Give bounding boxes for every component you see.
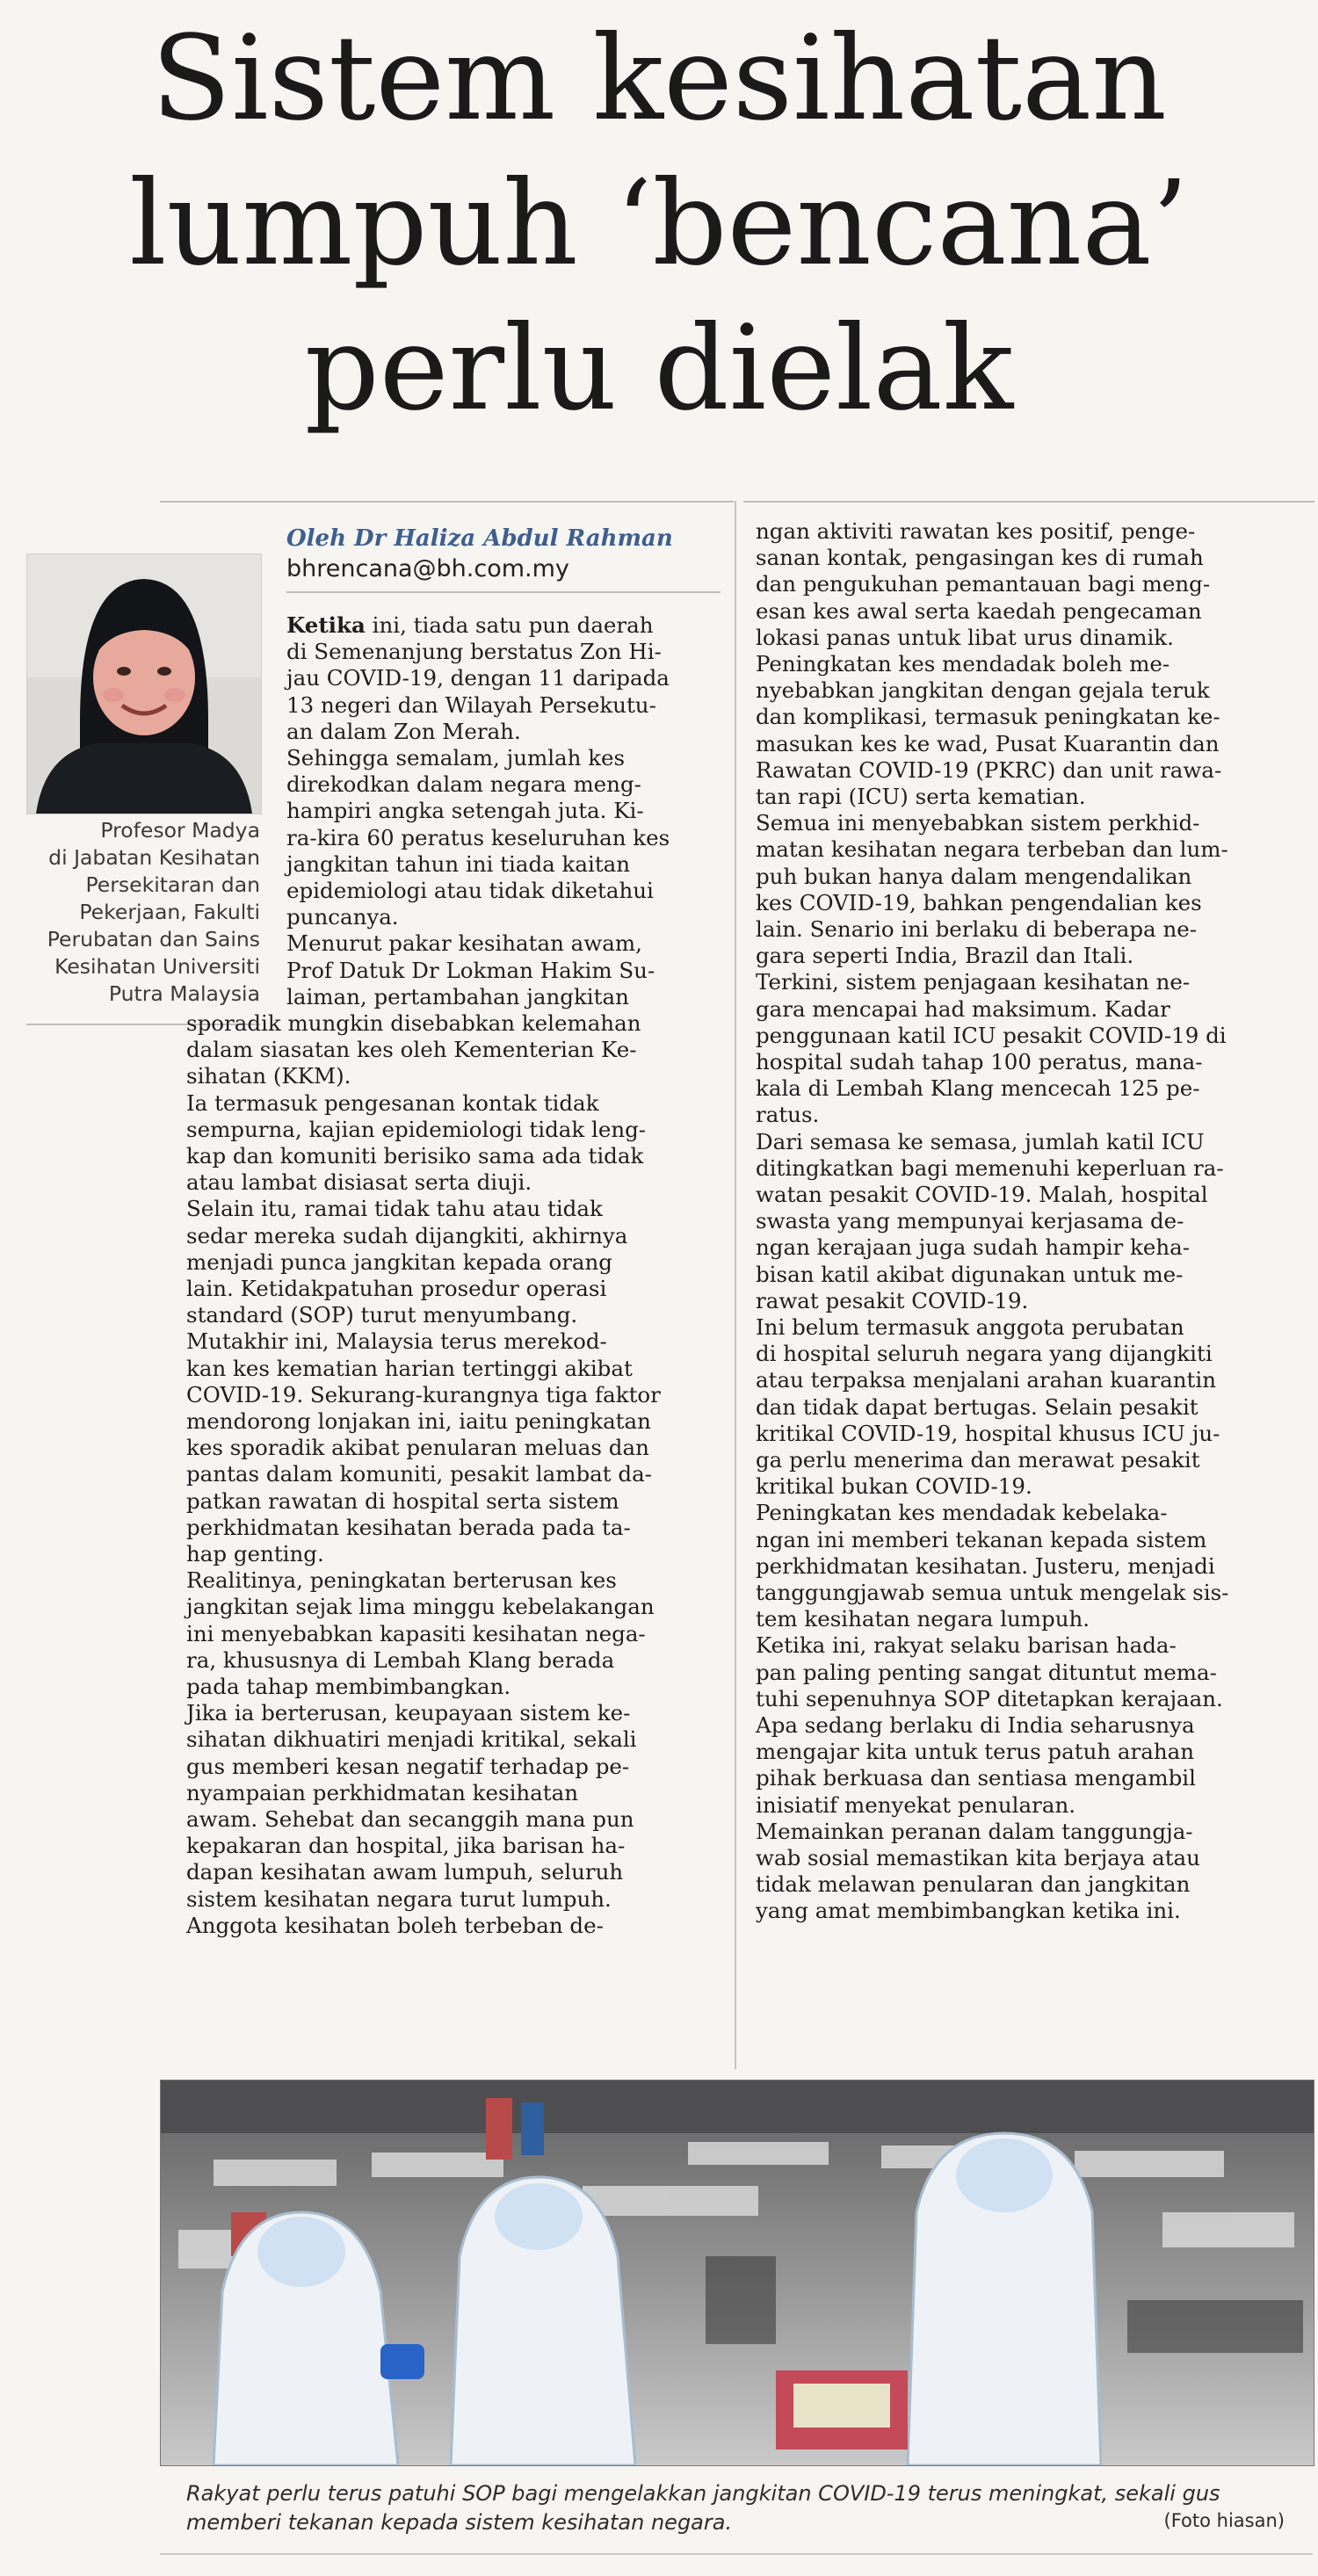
- article-line-text: hap genting.: [186, 1541, 324, 1567]
- article-line: lokasi panas untuk libat urus dinamik.: [756, 624, 1174, 650]
- article-line-text: pantas dalam komuniti, pesakit lambat da-: [186, 1461, 652, 1487]
- article-line-text: Selain itu, ramai tidak tahu atau tidak: [186, 1196, 603, 1222]
- article-line-text: laiman, pertambahan jangkitan: [286, 983, 629, 1009]
- article-line-text: Menurut pakar kesihatan awam,: [286, 930, 642, 957]
- article-line-text: ini, tiada satu pun daerah: [365, 612, 654, 638]
- article-line: [286, 878, 654, 904]
- article-line: Rawatan COVID-19 (PKRC) dan unit rawa-: [756, 756, 1222, 783]
- article-line-text: kap dan komuniti berisiko sama ada tidak: [186, 1143, 644, 1169]
- article-line: kes COVID-19, bahkan pengendalian kes: [756, 889, 1202, 915]
- article-line: [186, 1063, 351, 1089]
- article-line: Apa sedang berlaku di India seharusnya: [756, 1712, 1195, 1738]
- article-line: swasta yang mempunyai kerjasama de-: [756, 1208, 1184, 1234]
- article-line-text: epidemiologi atau tidak diketahui: [286, 878, 654, 903]
- article-line: ditingkatkan bagi memenuhi keperluan ra-: [756, 1154, 1224, 1181]
- headline-line-2: lumpuh ‘bencana’: [129, 156, 1189, 292]
- article-line: [286, 692, 656, 719]
- article-line: tem kesihatan negara lumpuh.: [756, 1606, 1090, 1632]
- author-bio-line: di Jabatan Kesihatan: [48, 845, 260, 870]
- article-line: di hospital seluruh negara yang dijangkiti: [756, 1341, 1213, 1367]
- article-line: gara mencapai had maksimum. Kadar: [756, 995, 1170, 1022]
- article-line-text: patkan rawatan di hospital serta sistem: [186, 1487, 619, 1514]
- article-line-text: sporadik mungkin disebabkan kelemahan: [186, 1010, 641, 1036]
- article-line: kala di Lembah Klang mencecah 125 pe-: [756, 1075, 1200, 1102]
- article-line: matan kesihatan negara terbeban dan lum-: [756, 836, 1228, 863]
- article-line: [186, 1674, 511, 1700]
- article-line: mengajar kita untuk terus patuh arahan: [756, 1739, 1195, 1765]
- article-line: [186, 1249, 612, 1276]
- article-line-text: gus memberi kesan negatif terhadap pe-: [186, 1753, 630, 1779]
- article-line: nyebabkan jangkitan dengan gejala teruk: [756, 677, 1210, 704]
- article-line: ngan kerajaan juga sudah hampir keha-: [756, 1234, 1190, 1261]
- article-line-text: ra-kira 60 peratus keseluruhan kes: [286, 824, 670, 850]
- article-line: [286, 984, 629, 1010]
- article-line: [286, 612, 654, 639]
- article-line: [186, 1594, 655, 1620]
- article-line-text: 13 negeri dan Wilayah Persekutu-: [286, 691, 656, 718]
- article-line-text: ra, khususnya di Lembah Klang berada: [186, 1646, 615, 1673]
- author-email: bhrencana@bh.com.my: [286, 555, 569, 582]
- photo-caption-line-1: Rakyat perlu terus patuhi SOP bagi mengelakkan jangkitan COVID-19 terus meningkat, sekali gus: [186, 2481, 1220, 2506]
- article-line: Memainkan peranan dalam tanggungja-: [756, 1818, 1193, 1844]
- lead-word: Ketika: [286, 612, 366, 638]
- article-line-text: sedar mereka sudah dijangkiti, akhirnya: [186, 1222, 628, 1248]
- article-line: kritikal bukan COVID-19.: [756, 1473, 1032, 1500]
- article-line-text: jangkitan sejak lima minggu kebelakangan: [186, 1594, 655, 1620]
- article-line-text: sempurna, kajian epidemiologi tidak leng-: [186, 1116, 647, 1142]
- article-line-text: Sehingga semalam, jumlah kes: [286, 745, 626, 771]
- author-portrait-image: [27, 554, 261, 814]
- article-line-text: mendorong lonjakan ini, iaitu peningkatan: [186, 1408, 651, 1434]
- article-line-text: pada tahap membimbangkan.: [186, 1674, 511, 1699]
- article-line: tidak melawan penularan dan jangkitan: [756, 1871, 1191, 1898]
- article-line: [186, 1382, 661, 1408]
- headline-line-3: perlu dielak: [304, 301, 1014, 437]
- article-line: gara seperti India, Brazil dan Itali.: [756, 943, 1134, 969]
- article-line: dan komplikasi, termasuk peningkatan ke-: [756, 704, 1220, 730]
- article-line: [186, 1488, 619, 1515]
- article-line: bisan katil akibat digunakan untuk me-: [756, 1261, 1184, 1287]
- article-line: yang amat membimbangkan ketika ini.: [756, 1898, 1181, 1924]
- article-line: ratus.: [756, 1102, 820, 1128]
- article-line: [186, 1408, 651, 1435]
- article-line: rawat pesakit COVID-19.: [756, 1287, 1029, 1313]
- article-line-text: lain. Ketidakpatuhan prosedur operasi: [186, 1276, 607, 1301]
- article-line: [186, 1647, 614, 1674]
- article-line: [186, 1833, 625, 1859]
- article-line: atau terpaksa menjalani arahan kuarantin: [756, 1367, 1217, 1393]
- article-line: Peningkatan kes mendadak kebelaka-: [756, 1500, 1168, 1526]
- article-line: [186, 1328, 607, 1355]
- article-line: [286, 639, 662, 665]
- author-bio-line: Putra Malaysia: [108, 981, 260, 1006]
- headline-line-1: Sistem kesihatan: [151, 11, 1167, 147]
- author-portrait: [26, 554, 262, 814]
- article-line-text: jangkitan tahun ini tiada kaitan: [286, 850, 631, 877]
- article-line: [186, 1886, 612, 1913]
- article-line: perkhidmatan kesihatan. Justeru, menjadi: [756, 1552, 1215, 1579]
- column-divider: [735, 501, 736, 2069]
- article-line: [186, 1806, 634, 1833]
- bottom-rule: [160, 2553, 1313, 2555]
- article-line-text: puncanya.: [286, 904, 399, 930]
- article-line-text: Mutakhir ini, Malaysia terus merekod-: [186, 1328, 607, 1355]
- article-line: [286, 930, 642, 957]
- article-line: lain. Senario ini berlaku di beberapa ne-: [756, 916, 1197, 942]
- article-line-text: di Semenanjung berstatus Zon Hi-: [286, 639, 662, 665]
- article-line: ngan aktiviti rawatan kes positif, penge-: [756, 518, 1196, 544]
- article-line: [186, 1621, 646, 1647]
- article-line: dan pengukuhan pemantauan bagi meng-: [756, 571, 1211, 597]
- article-line: [286, 665, 670, 691]
- article-line-text: ini menyebabkan kapasiti kesihatan nega-: [186, 1620, 646, 1646]
- article-line-text: kes sporadik akibat penularan meluas dan: [186, 1435, 649, 1461]
- article-line: [186, 1435, 649, 1461]
- article-line-text: standard (SOP) turut menyumbang.: [186, 1302, 578, 1328]
- article-line: [186, 1913, 604, 1939]
- article-line: Peningkatan kes mendadak boleh me-: [756, 651, 1170, 677]
- article-line: Dari semasa ke semasa, jumlah katil ICU: [756, 1128, 1205, 1154]
- article-line-text: atau lambat disiasat serta diuji.: [186, 1169, 532, 1196]
- article-line: [186, 1117, 646, 1143]
- article-line: ga perlu menerima dan merawat pesakit: [756, 1447, 1200, 1473]
- article-line: [186, 1541, 324, 1567]
- article-line: tanggungjawab semua untuk mengelak sis-: [756, 1580, 1229, 1605]
- article-line: [186, 1037, 636, 1063]
- article-line-text: dapan kesihatan awam lumpuh, seluruh: [186, 1859, 624, 1885]
- article-line-text: sistem kesihatan negara turut lumpuh.: [186, 1885, 612, 1912]
- article-line: [186, 1143, 643, 1169]
- byline: Oleh Dr Haliza Abdul Rahman: [286, 525, 673, 552]
- article-line-text: Anggota kesihatan boleh terbeban de-: [186, 1912, 604, 1938]
- article-line-text: Jika ia berterusan, keupayaan sistem ke-: [186, 1700, 631, 1726]
- article-line-text: kan kes kematian harian tertinggi akibat: [186, 1355, 633, 1381]
- article-line: puh bukan hanya dalam mengendalikan: [756, 863, 1192, 889]
- article-line-text: an dalam Zon Merah.: [286, 718, 521, 744]
- article-line-text: Realitinya, peningkatan berterusan kes: [186, 1567, 617, 1594]
- headline: [35, 7, 1283, 442]
- article-line: [286, 745, 625, 771]
- article-line-text: COVID-19. Sekurang-kurangnya tiga faktor: [186, 1381, 661, 1407]
- photo-caption-line-2: memberi tekanan kepada sistem kesihatan negara.: [186, 2510, 733, 2535]
- article-line: tuhi sepenuhnya SOP ditetapkan kerajaan.: [756, 1685, 1223, 1711]
- author-bio-line: Profesor Madya: [100, 818, 260, 843]
- article-line: [186, 1700, 630, 1726]
- article-line: Ketika ini, rakyat selaku barisan hada-: [756, 1632, 1177, 1659]
- article-line: [286, 904, 399, 930]
- article-line: sanan kontak, pengasingan kes di rumah: [756, 545, 1204, 571]
- article-line: [186, 1276, 606, 1302]
- article-line-text: awam. Sehebat dan secanggih mana pun: [186, 1806, 634, 1832]
- article-line: Terkini, sistem penjagaan kesihatan ne-: [756, 969, 1191, 995]
- article-line: [186, 1302, 577, 1328]
- article-line: pihak berkuasa dan sentiasa mengambil: [756, 1765, 1196, 1791]
- article-line: [186, 1356, 633, 1382]
- article-line: hospital sudah tahap 100 peratus, mana-: [756, 1049, 1203, 1075]
- article-line: [286, 958, 655, 984]
- article-line: [286, 798, 644, 824]
- article-line-text: nyampaian perkhidmatan kesihatan: [186, 1779, 579, 1805]
- article-line: Semua ini menyebabkan sistem perkhid-: [756, 810, 1200, 836]
- article-line: [186, 1010, 641, 1037]
- article-line: kritikal COVID-19, hospital khusus ICU ju-: [756, 1420, 1220, 1446]
- article-line: [186, 1515, 631, 1541]
- article-line: penggunaan katil ICU pesakit COVID-19 di: [756, 1022, 1227, 1048]
- article-line: [286, 771, 641, 798]
- article-line: ngan ini memberi tekanan kepada sistem: [756, 1526, 1207, 1552]
- top-rule-right: [743, 501, 1314, 503]
- article-line: [186, 1461, 652, 1487]
- article-line: [186, 1726, 637, 1753]
- article-line: [186, 1859, 623, 1885]
- article-line: [186, 1780, 578, 1806]
- article-line-text: dalam siasatan kes oleh Kementerian Ke-: [186, 1037, 637, 1063]
- top-rule-left: [160, 501, 734, 503]
- author-bio-line: Perubatan dan Sains: [47, 927, 260, 952]
- photo-credit: (Foto hiasan): [1163, 2510, 1285, 2531]
- article-line: masukan kes ke wad, Pusat Kuarantin dan: [756, 730, 1220, 756]
- article-line: [186, 1567, 617, 1594]
- article-line-text: sihatan dikhuatiri menjadi kritikal, sekali: [186, 1726, 637, 1753]
- article-line: [186, 1223, 627, 1249]
- article-line: watan pesakit COVID-19. Malah, hospital: [756, 1182, 1208, 1207]
- article-line-text: menjadi punca jangkitan kepada orang: [186, 1248, 612, 1275]
- article-line-text: kepakaran dan hospital, jika barisan ha-: [186, 1833, 626, 1859]
- article-photo-image: [161, 2080, 1314, 2465]
- article-line-text: direkodkan dalam negara meng-: [286, 771, 641, 798]
- author-bio-line: Pekerjaan, Fakulti: [79, 900, 260, 924]
- article-line-text: perkhidmatan kesihatan berada pada ta-: [186, 1514, 631, 1540]
- article-line: [286, 719, 521, 745]
- article-line: [186, 1754, 629, 1780]
- article-line: [286, 851, 630, 878]
- article-photo: [160, 2080, 1314, 2466]
- article-line-text: Prof Datuk Dr Lokman Hakim Su-: [286, 957, 655, 983]
- article-line: dan tidak dapat bertugas. Selain pesakit: [756, 1393, 1199, 1420]
- author-bio-line: Kesihatan Universiti: [54, 954, 260, 979]
- article-line: [186, 1196, 603, 1222]
- article-line: pan paling penting sangat dituntut mema-: [756, 1659, 1217, 1685]
- article-line: esan kes awal serta kaedah pengecaman: [756, 597, 1202, 624]
- article-line: [286, 825, 670, 851]
- article-line: inisiatif menyekat penularan.: [756, 1791, 1076, 1818]
- article-line: wab sosial memastikan kita berjaya atau: [756, 1845, 1200, 1870]
- byline-rule: [286, 591, 721, 593]
- article-line-text: jau COVID-19, dengan 11 daripada: [286, 665, 670, 691]
- article-line: tan rapi (ICU) serta kematian.: [756, 784, 1086, 809]
- article-line: Ini belum termasuk anggota perubatan: [756, 1314, 1184, 1340]
- author-bio-line: Persekitaran dan: [85, 872, 260, 897]
- author-bio: [18, 817, 260, 1008]
- article-line-text: sihatan (KKM).: [186, 1063, 351, 1089]
- article-line-text: hampiri angka setengah juta. Ki-: [286, 798, 644, 824]
- article-line: [186, 1169, 532, 1196]
- article-line: [186, 1090, 599, 1117]
- article-line-text: Ia termasuk pengesanan kontak tidak: [186, 1089, 599, 1116]
